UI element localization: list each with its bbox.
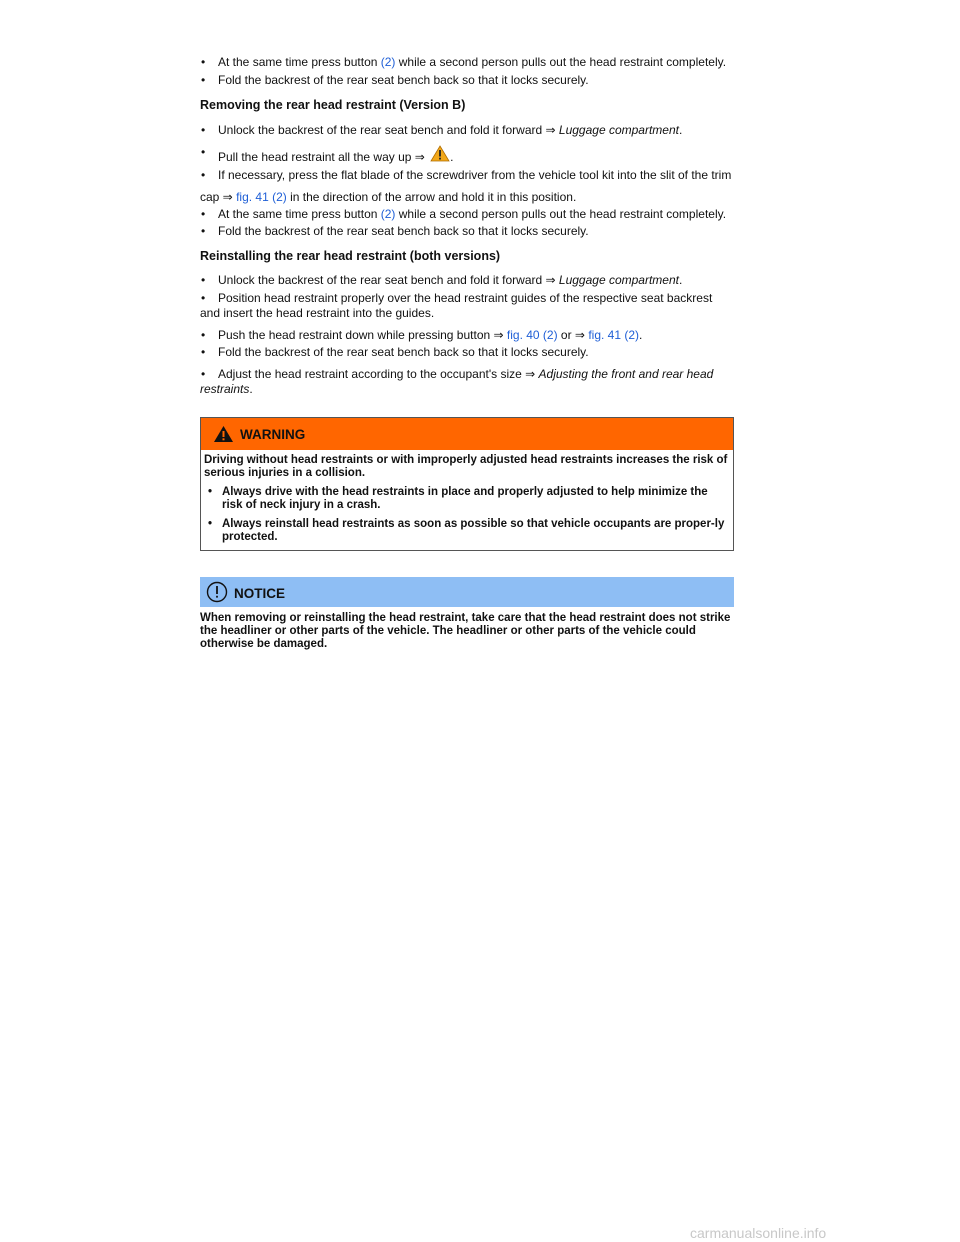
bullet: • — [201, 345, 206, 359]
warning-box — [200, 417, 734, 551]
fig-41-link[interactable]: fig. 41 (2) — [588, 328, 640, 342]
warning-bullet: • Always drive with the head restraints in place and properly adjusted to help minimize the risk of neck injury in a crash. — [208, 486, 708, 511]
bullet: • — [201, 55, 206, 69]
list-item: • Push the head restraint down while pressing button ⇒ fig. 40 (2) or ⇒ fig. 41 (2). — [201, 328, 643, 342]
notice-body: When removing or reinstalling the head restraint, take care that the head restraint does not strike the headliner or other parts of the vehicle. The headliner or other parts of the vehicle could otherwise be damaged. — [200, 612, 731, 650]
luggage-compartment-ref: Luggage compartment — [558, 123, 679, 137]
bullet: • — [201, 328, 206, 342]
notice-title: NOTICE — [234, 586, 286, 601]
list-item: • Position head restraint properly over the head restraint guides of the respective seat backrest and insert the head restraint into the guides. — [200, 291, 713, 320]
bullet: • — [201, 73, 206, 87]
bullet: • — [201, 207, 206, 221]
section-heading-both-versions: Reinstalling the rear head restraint (both versions) — [200, 249, 501, 263]
list-item: • At the same time press button (2) while a second person pulls out the head restraint completely. — [201, 55, 727, 69]
fig-41-link[interactable]: fig. 41 (2) — [236, 190, 287, 204]
bullet: • — [201, 273, 206, 287]
list-item: • Unlock the backrest of the rear seat bench and fold it forward ⇒ Luggage compartment. — [201, 273, 683, 287]
list-item: • Unlock the backrest of the rear seat bench and fold it forward ⇒ Luggage compartment. — [201, 123, 683, 137]
warning-triangle-icon[interactable] — [430, 145, 450, 162]
bullet: • — [201, 168, 206, 182]
section-heading-version-b: Removing the rear head restraint (Version B) — [200, 98, 466, 112]
warning-bullet: • Always reinstall head restraints as soon as possible so that vehicle occupants are proper-ly protected. — [208, 518, 725, 543]
bullet: • — [201, 145, 206, 159]
bullet: • — [201, 123, 206, 137]
bullet: • — [201, 224, 206, 238]
list-item: • Fold the backrest of the rear seat bench back so that it locks securely. — [201, 224, 589, 238]
fig-40-link[interactable]: fig. 40 (2) — [506, 328, 558, 342]
manual-page — [200, 50, 734, 663]
list-item: • Adjust the head restraint according to the occupant's size ⇒ Adjusting the front and rear head restraints. — [200, 367, 714, 396]
bullet: • — [201, 291, 206, 305]
list-item: • Fold the backrest of the rear seat bench back so that it locks securely. — [201, 73, 589, 87]
adjusting-head-restraints-ref: Adjusting the front and rear head restraints — [200, 367, 714, 396]
luggage-compartment-ref: Luggage compartment — [558, 273, 679, 287]
list-item-continuation: cap ⇒ fig. 41 (2) in the direction of the arrow and hold it in this position. — [200, 190, 577, 204]
list-item: • At the same time press button (2) while a second person pulls out the head restraint completely. — [201, 207, 727, 221]
bullet: • — [201, 367, 206, 381]
ref-link-button-2[interactable]: (2) — [380, 55, 396, 69]
notice-header — [200, 577, 734, 607]
ref-link-button-2[interactable]: (2) — [380, 207, 396, 221]
warning-body — [201, 450, 733, 550]
list-item: • Pull the head restraint all the way up ⇒ . — [201, 145, 454, 164]
warning-title: WARNING — [240, 427, 306, 442]
warning-triangle-icon — [213, 425, 234, 443]
list-item: • If necessary, press the flat blade of the screwdriver from the vehicle tool kit into the slit of the trim — [201, 168, 732, 182]
watermark: carmanualsonline.info — [690, 1225, 827, 1241]
list-item: • Fold the backrest of the rear seat bench back so that it locks securely. — [201, 345, 589, 359]
warning-header — [201, 418, 733, 450]
exclamation-circle-icon — [206, 581, 228, 603]
warning-intro: Driving without head restraints or with improperly adjusted head restraints increases the risk of serious injuries in a collision. — [204, 454, 728, 479]
